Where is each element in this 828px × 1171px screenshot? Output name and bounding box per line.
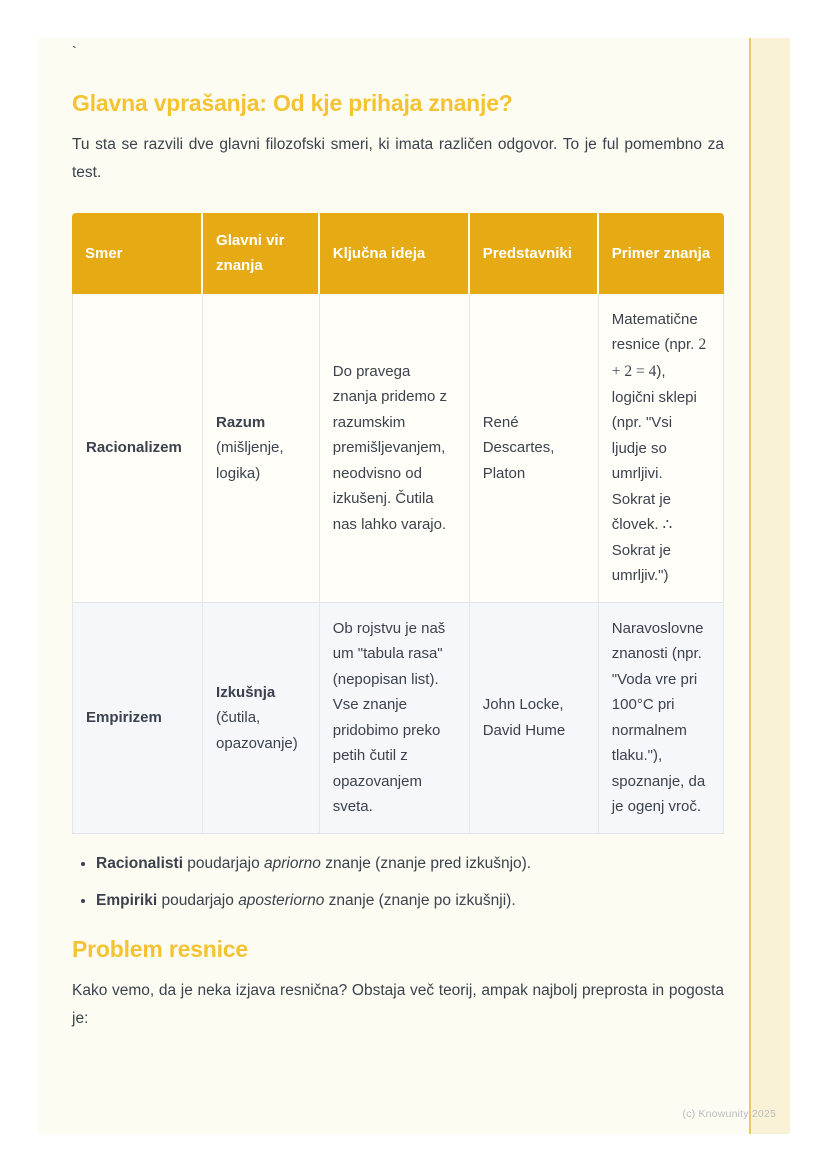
stray-backtick-text: ` — [72, 43, 77, 59]
cell-vir-racionalizem: Razum (mišljenje, logika) — [203, 294, 320, 603]
philosophy-comparison-table — [72, 213, 724, 834]
cell-primer-empirizem: Naravoslovne znanosti (npr. "Voda vre pri 100°C pri normalnem tlaku."), spoznanje, da je ogenj vroč. — [599, 603, 724, 834]
bullet-empiriki: • Empiriki poudarjajo aposteriorno znanje (znanje po izkušnji). — [96, 889, 724, 913]
table-row-racionalizem — [72, 294, 724, 603]
header-cell-smer: Smer — [72, 213, 203, 294]
cell-predstavniki-racionalizem: René Descartes, Platon — [470, 294, 599, 603]
bullet-list — [72, 852, 724, 913]
copyright-footer: (c) Knowunity 2025 — [682, 1108, 776, 1120]
table-header-row — [72, 213, 724, 294]
header-cell-glavni-vir: Glavni vir znanja — [203, 213, 320, 294]
section-heading-truth: Problem resnice — [72, 936, 248, 962]
bullet-racionalisti: • Racionalisti poudarjajo apriorno znanje (znanje pred izkušnjo). — [96, 852, 724, 876]
cell-ideja-empirizem: Ob rojstvu je naš um "tabula rasa" (nepopisan list). Vse znanje pridobimo preko petih čutil z opazovanjem sveta. — [320, 603, 470, 834]
cell-primer-racionalizem: Matematične resnice (npr. 2 + 2 = 4), logični sklepi (npr. "Vsi ljudje so umrljivi. Sokrat je človek. ∴ Sokrat je umrljiv.") — [599, 294, 724, 603]
cell-smer-empirizem: Empirizem — [72, 603, 203, 834]
intro-paragraph: Tu sta se razvili dve glavni filozofski smeri, ki imata različen odgovor. To je ful pomembno za test. — [72, 136, 724, 181]
header-cell-predstavniki: Predstavniki — [470, 213, 599, 294]
accent-stripe — [749, 38, 790, 1134]
cell-smer-racionalizem: Racionalizem — [72, 294, 203, 603]
cell-vir-empirizem: Izkušnja (čutila, opazovanje) — [203, 603, 320, 834]
header-cell-primer-znanja: Primer znanja — [599, 213, 724, 294]
cell-predstavniki-empirizem: John Locke, David Hume — [470, 603, 599, 834]
document-content — [72, 38, 724, 1033]
header-cell-kljucna-ideja: Ključna ideja — [320, 213, 470, 294]
table-row-empirizem — [72, 603, 724, 834]
cell-ideja-racionalizem: Do pravega znanja pridemo z razumskim premišljevanjem, neodvisno od izkušenj. Čutila nas lahko varajo. — [320, 294, 470, 603]
section-heading-knowledge: Glavna vprašanja: Od kje prihaja znanje? — [72, 90, 513, 116]
truth-intro-paragraph: Kako vemo, da je neka izjava resnična? Obstaja več teorij, ampak najbolj preprosta in pogosta je: — [72, 982, 724, 1027]
document-card — [38, 38, 790, 1134]
math-expression: 2 + 2 = 4 — [611, 336, 707, 380]
